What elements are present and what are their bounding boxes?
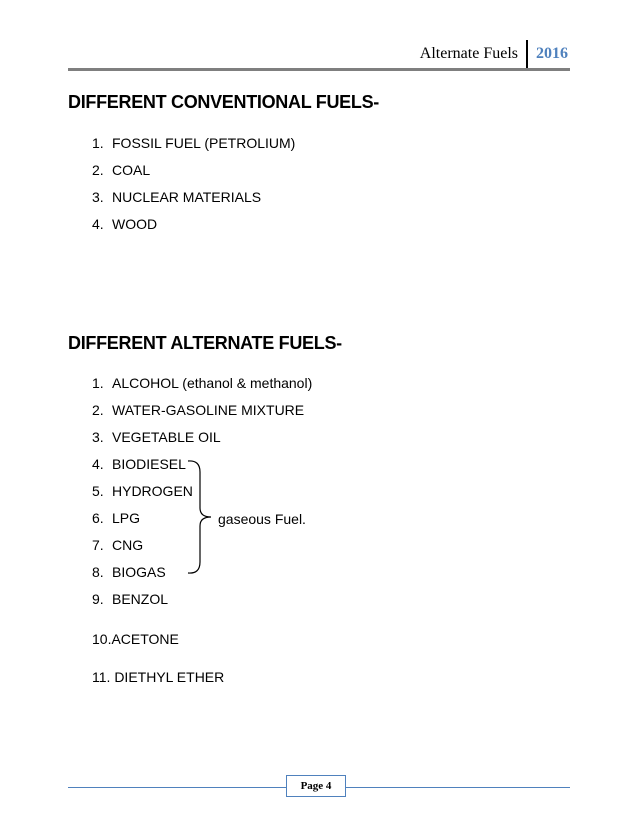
list-item: 9. BENZOL bbox=[92, 591, 169, 607]
list-item: 7. CNG bbox=[92, 537, 144, 553]
list-item: 4. BIODIESEL bbox=[92, 456, 186, 472]
list-item: 8. BIOGAS bbox=[92, 564, 166, 580]
footer-rule-left bbox=[68, 787, 286, 788]
header-year: 2016 bbox=[536, 45, 568, 62]
footer-rule-right bbox=[346, 787, 570, 788]
page-number: Page 4 bbox=[286, 775, 346, 797]
list-item: 2. COAL bbox=[92, 162, 151, 178]
list-item: 5. HYDROGEN bbox=[92, 483, 193, 499]
curly-brace-icon bbox=[186, 458, 216, 576]
conventional-list bbox=[92, 130, 295, 238]
list-item: 1. FOSSIL FUEL (PETROLIUM) bbox=[92, 135, 296, 151]
alternate-heading: DIFFERENT ALTERNATE FUELS- bbox=[68, 333, 342, 353]
gaseous-fuel-label: gaseous Fuel. bbox=[218, 511, 306, 527]
list-item-diethyl-ether: 11. DIETHYL ETHER bbox=[92, 669, 225, 685]
list-item: 2. WATER-GASOLINE MIXTURE bbox=[92, 402, 305, 418]
conventional-heading: DIFFERENT CONVENTIONAL FUELS- bbox=[68, 92, 379, 112]
list-item: 6. LPG bbox=[92, 510, 141, 526]
page-header bbox=[420, 38, 568, 70]
list-item: 4. WOOD bbox=[92, 216, 158, 232]
list-item: 3. VEGETABLE OIL bbox=[92, 429, 221, 445]
list-item-acetone: 10.ACETONE bbox=[92, 631, 179, 647]
header-title: Alternate Fuels bbox=[419, 45, 518, 62]
list-item: 3. NUCLEAR MATERIALS bbox=[92, 189, 262, 205]
header-rule bbox=[68, 68, 570, 71]
list-item: 1. ALCOHOL (ethanol & methanol) bbox=[92, 375, 313, 391]
